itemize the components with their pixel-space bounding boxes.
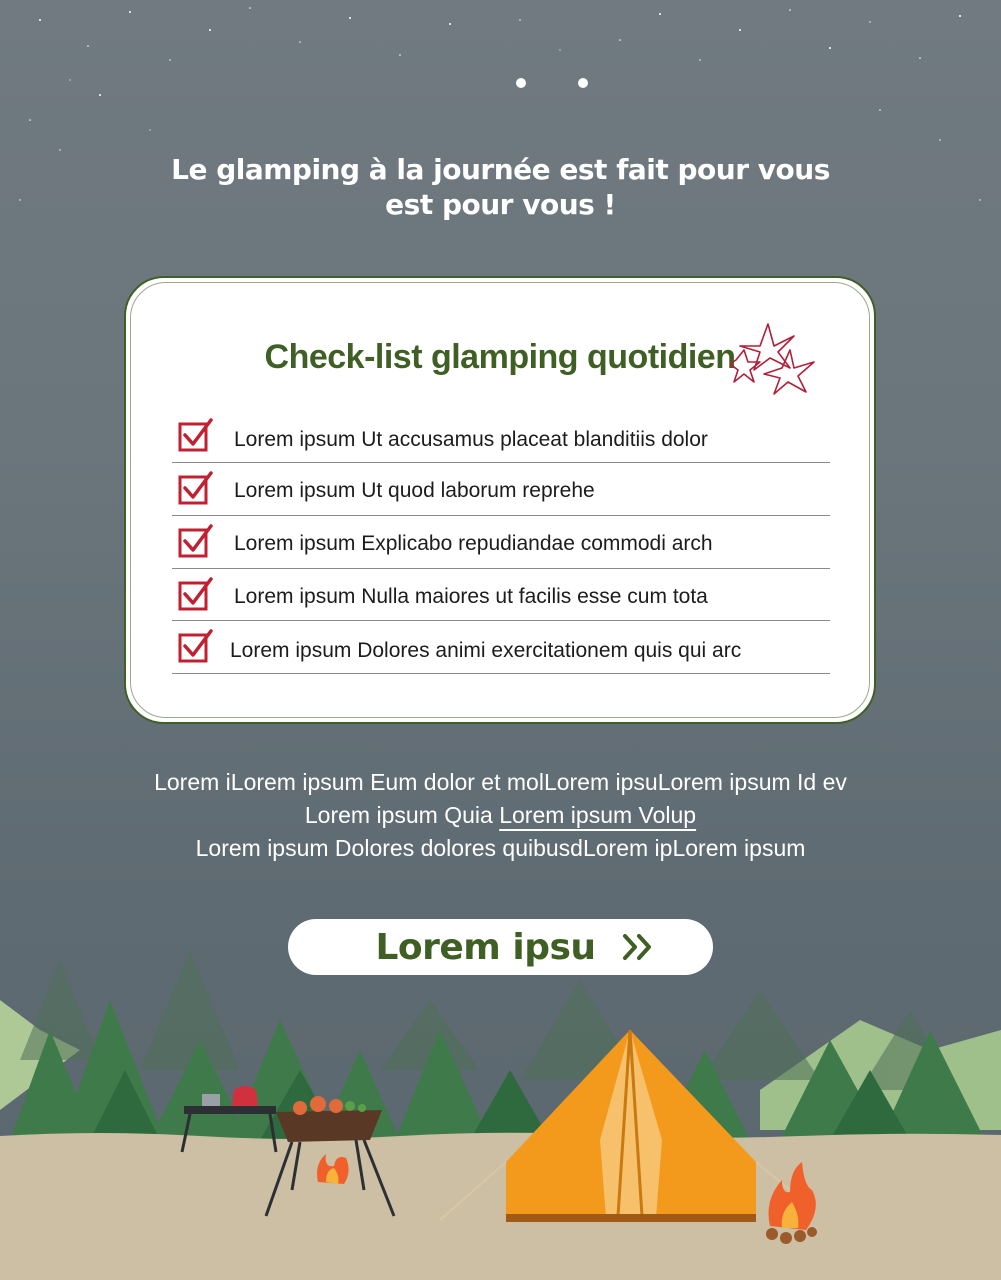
description-line-3: Lorem ipsum Dolores dolores quibusdLorem ipLorem ipsum	[195, 835, 806, 861]
checklist-item	[172, 569, 830, 621]
checkbox-checked-icon	[178, 471, 214, 507]
checkbox-checked-icon	[178, 418, 214, 454]
checklist-item	[172, 516, 830, 569]
description-line-2-text: Lorem ipsum Quia	[304, 802, 493, 828]
carousel-dot-1[interactable]	[516, 78, 526, 88]
checklist-item-label: Lorem ipsum Dolores animi exercitationem quis qui arc	[230, 639, 742, 662]
checkbox-checked-icon	[178, 629, 214, 665]
checklist-item	[172, 621, 830, 674]
headline-line-2: est pour vous !	[385, 188, 616, 221]
checklist-item-label: Lorem ipsum Nulla maiores ut facilis esse cum tota	[234, 585, 708, 608]
description-link[interactable]: Lorem ipsum Volup	[499, 802, 697, 828]
carousel-dot-2[interactable]	[578, 78, 588, 88]
checklist-item	[172, 414, 830, 463]
cta-button-label: Lorem ipsu	[375, 926, 596, 968]
checkbox-checked-icon	[178, 577, 214, 613]
description-paragraph	[0, 766, 1001, 865]
description-line-1: Lorem iLorem ipsum Eum dolor et molLorem ipsuLorem ipsum Id ev	[154, 769, 847, 795]
checklist-item-label: Lorem ipsum Ut accusamus placeat blanditiis dolor	[234, 428, 708, 451]
checklist-item	[172, 463, 830, 516]
camping-scene-illustration	[0, 940, 1001, 1280]
headline-line-1: Le glamping à la journée est fait pour vous	[171, 153, 830, 186]
checklist-title: Check-list glamping quotidien	[264, 338, 736, 376]
checklist	[172, 414, 830, 674]
checklist-item-label: Lorem ipsum Explicabo repudiandae commodi arch	[234, 532, 713, 555]
checklist-item-label: Lorem ipsum Ut quod laborum reprehe	[234, 479, 595, 502]
star-doodle-icon	[730, 316, 830, 406]
checklist-card	[124, 276, 876, 724]
description-line-2	[0, 799, 1001, 832]
checkbox-checked-icon	[178, 524, 214, 560]
page-headline	[0, 152, 1001, 222]
